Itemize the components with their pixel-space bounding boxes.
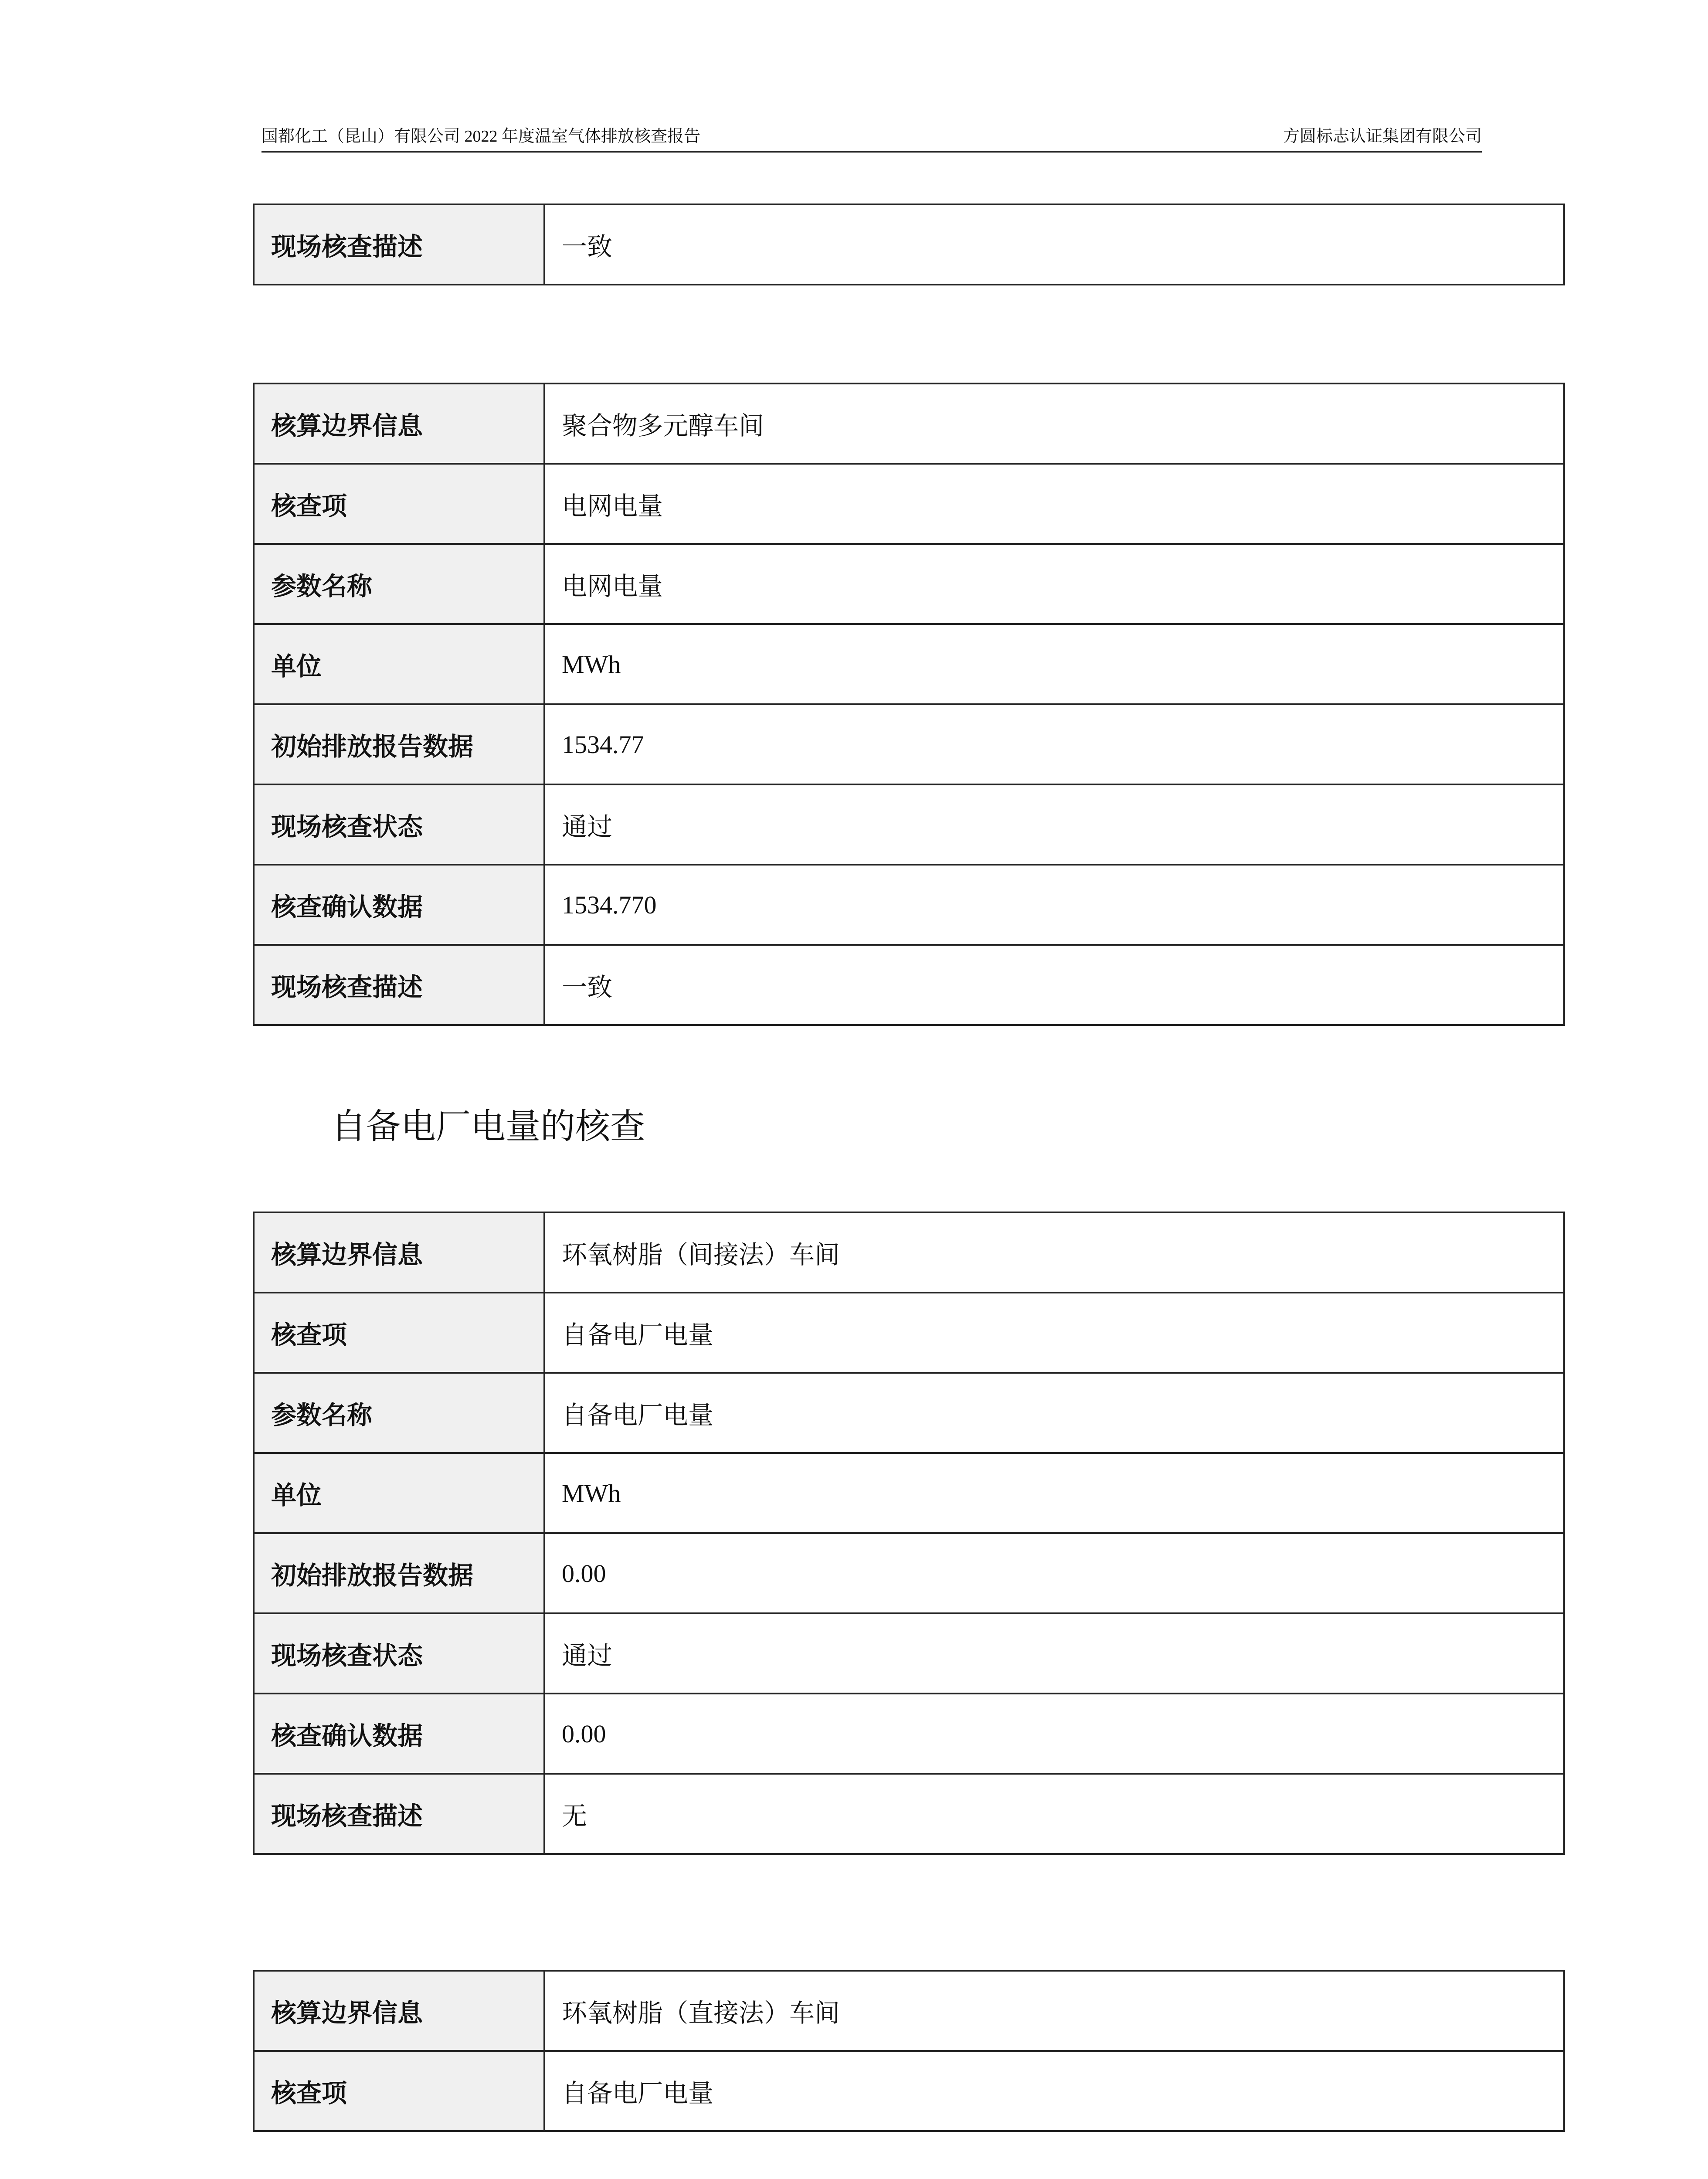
row-label: 初始排放报告数据 (254, 704, 544, 784)
row-label: 参数名称 (254, 1373, 544, 1453)
table-row (254, 2051, 1564, 2131)
row-label: 现场核查状态 (254, 1613, 544, 1694)
table-row (254, 704, 1564, 784)
row-value: 1534.77 (544, 704, 1564, 784)
row-value: MWh (544, 624, 1564, 704)
table-row (254, 1212, 1564, 1293)
table-row (254, 1613, 1564, 1694)
row-label: 现场核查描述 (254, 1774, 544, 1854)
table-row (254, 1774, 1564, 1854)
table-row (254, 544, 1564, 624)
row-value: MWh (544, 1453, 1564, 1533)
table-row (254, 784, 1564, 865)
row-value: 自备电厂电量 (544, 2051, 1564, 2131)
row-value: 环氧树脂（直接法）车间 (544, 1971, 1564, 2051)
table-row (254, 945, 1564, 1025)
row-label: 核查项 (254, 1293, 544, 1373)
table-row (254, 204, 1564, 285)
row-label: 参数名称 (254, 544, 544, 624)
row-label: 现场核查状态 (254, 784, 544, 865)
row-value: 自备电厂电量 (544, 1293, 1564, 1373)
row-value: 电网电量 (544, 544, 1564, 624)
row-label: 现场核查描述 (254, 204, 544, 285)
row-label: 现场核查描述 (254, 945, 544, 1025)
verification-table-self-power-direct (253, 1970, 1565, 2132)
table-row (254, 865, 1564, 945)
row-label: 核查确认数据 (254, 1694, 544, 1774)
row-value: 0.00 (544, 1694, 1564, 1774)
row-value: 电网电量 (544, 464, 1564, 544)
table-row (254, 1293, 1564, 1373)
table-row (254, 1453, 1564, 1533)
page-header (261, 122, 1482, 153)
row-value: 0.00 (544, 1533, 1564, 1613)
row-label: 核查确认数据 (254, 865, 544, 945)
row-value: 通过 (544, 1613, 1564, 1694)
row-value: 1534.770 (544, 865, 1564, 945)
row-value: 一致 (544, 945, 1564, 1025)
row-value: 通过 (544, 784, 1564, 865)
row-value: 聚合物多元醇车间 (544, 384, 1564, 464)
verification-table-grid-electricity (253, 383, 1565, 1026)
table-row (254, 384, 1564, 464)
table-row (254, 1971, 1564, 2051)
table-row (254, 464, 1564, 544)
row-value: 自备电厂电量 (544, 1373, 1564, 1453)
row-label: 核算边界信息 (254, 1212, 544, 1293)
row-label: 初始排放报告数据 (254, 1533, 544, 1613)
table-row (254, 1533, 1564, 1613)
header-company: 方圆标志认证集团有限公司 (1283, 127, 1482, 146)
table-row (254, 1694, 1564, 1774)
verification-table-self-power-indirect (253, 1212, 1565, 1855)
header-report-title: 国都化工（昆山）有限公司 2022 年度温室气体排放核查报告 (261, 127, 701, 146)
table-row (254, 1373, 1564, 1453)
row-label: 核算边界信息 (254, 384, 544, 464)
row-label: 单位 (254, 1453, 544, 1533)
table-row (254, 624, 1564, 704)
row-value: 环氧树脂（间接法）车间 (544, 1212, 1564, 1293)
row-label: 单位 (254, 624, 544, 704)
row-label: 核查项 (254, 2051, 544, 2131)
row-label: 核算边界信息 (254, 1971, 544, 2051)
row-label: 核查项 (254, 464, 544, 544)
verification-table-1 (253, 204, 1565, 285)
section-heading: 自备电厂电量的核查 (331, 1106, 645, 1147)
row-value: 无 (544, 1774, 1564, 1854)
row-value: 一致 (544, 204, 1564, 285)
